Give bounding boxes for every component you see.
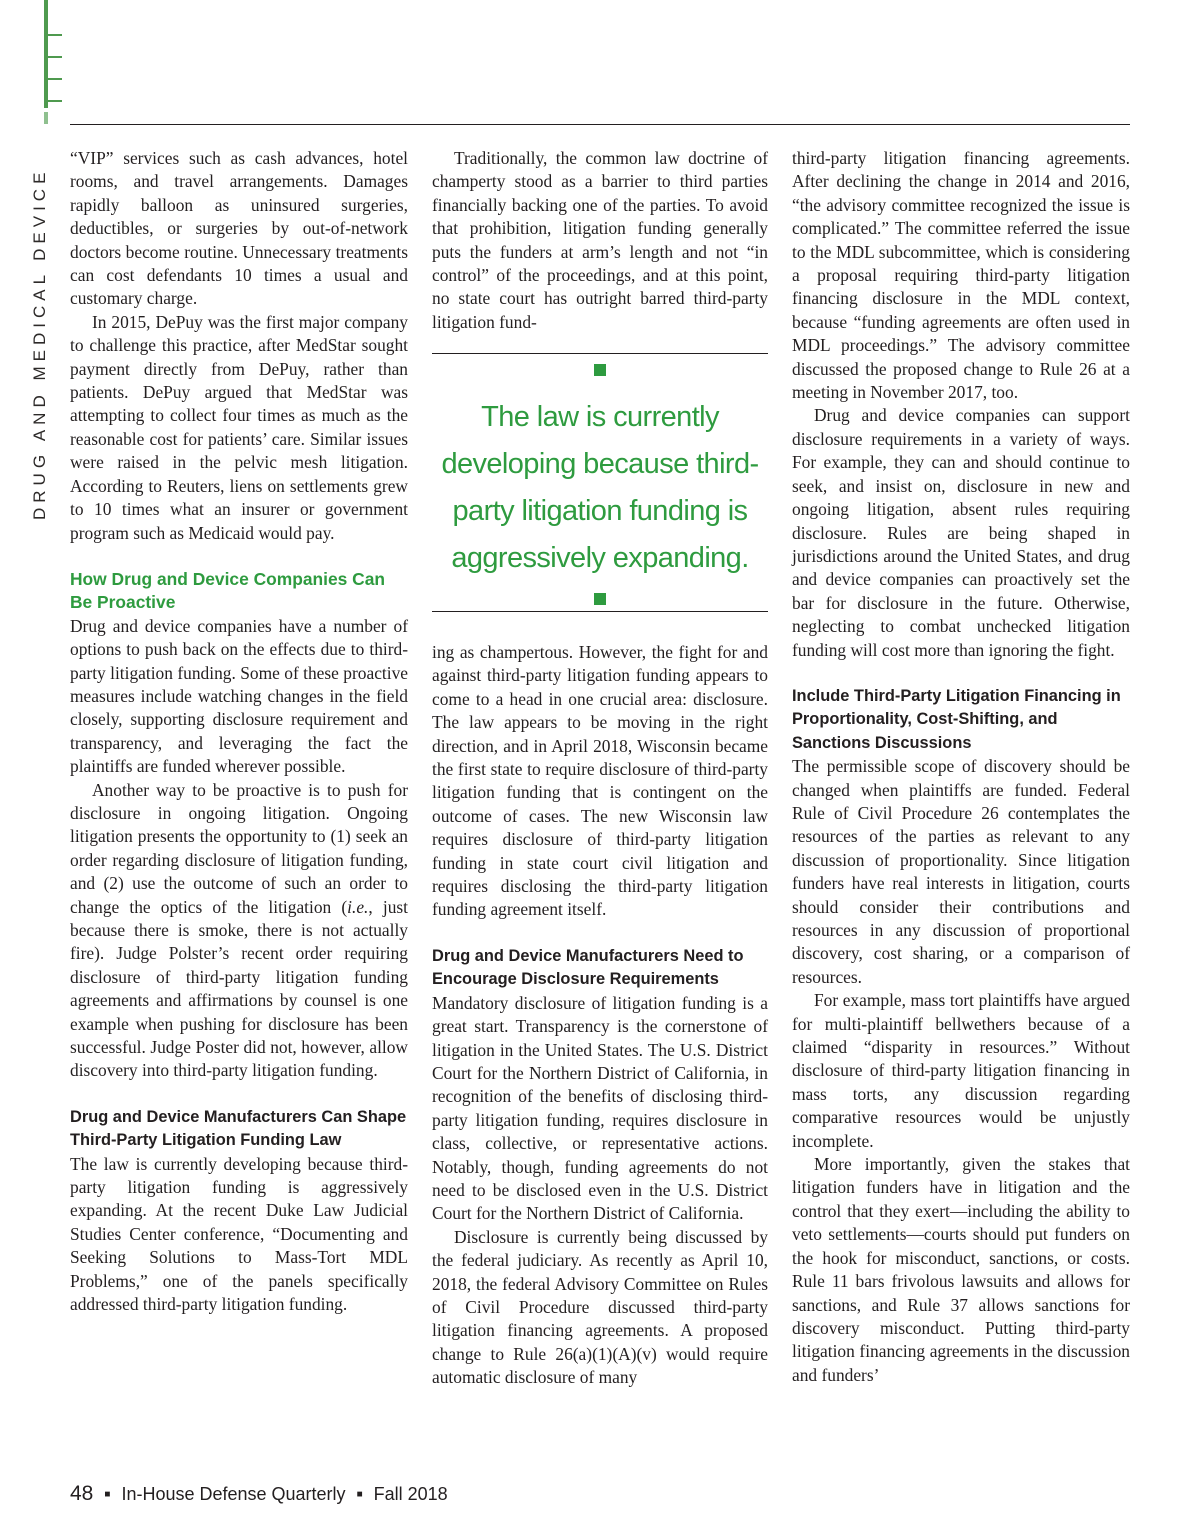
paragraph: For example, mass tort plaintiffs have argued for multi-plaintiff bellwethers because of a claimed “disparity in resources.” Without disclosure of third-party litigation financing in mass torts, any discussion regarding comparative resources would be unjustly incomplete. — [792, 990, 1130, 1151]
pull-quote — [432, 350, 768, 612]
column-1 — [70, 147, 408, 1317]
paragraph: “VIP” services such as cash advances, hotel rooms, and travel arrangements. Damages rapidly balloon as uninsured surgeries, deductibles, or surgeries by out-of-network doctors become routine. Unnecessary treatments can cost defendants 10 times a usual and customary charge. — [70, 148, 408, 309]
pull-quote-rule-bottom — [432, 611, 768, 612]
paragraph: The law is currently developing because third-party litigation funding is aggressively expanding. At the recent Duke Law Judicial Studies Center conference, “Documenting and Seeking Solutions to Mass-Tort MDL Problems,” one of the panels specifically addressed third-party litigation funding. — [70, 1153, 408, 1315]
left-rail-tick — [44, 100, 62, 102]
section-label: DRUG AND MEDICAL DEVICE — [30, 167, 49, 520]
column-3 — [792, 147, 1130, 1387]
paragraph: Mandatory disclosure of litigation funding is a great start. Transparency is the cornerstone of litigation in the United States. The U.S. District Court for the Northern District of California, in recognition of the benefits of disclosing third-party litigation funding, requires disclosure in class, collective, or representative actions. Notably, though, funding agreements do not need to be disclosed even in the U.S. District Court for the Northern District of California. — [432, 992, 768, 1224]
paragraph: Traditionally, the common law doctrine of champerty stood as a barrier to third parties financially backing one of the parties. To avoid that prohibition, litigation funding generally puts the funders at arm’s length and not “in control” of the proceedings, and at this point, no state court has outright barred third-party litigation fund- — [432, 148, 768, 332]
paragraph: In 2015, DePuy was the first major company to challenge this practice, after MedStar sought payment directly from DePuy, rather than patients. DePuy argued that MedStar was attempting to collect four times as much as the reasonable cost for patients’ care. Similar issues were raised in the pelvic mesh litigation. According to Reuters, liens on settlements grew to 10 times what an insurer or government program such as Medicaid would pay. — [70, 311, 408, 543]
square-bullet-icon — [594, 364, 606, 376]
column-2-top — [432, 147, 768, 334]
top-rule — [70, 124, 1130, 125]
issue-date: Fall 2018 — [373, 1484, 448, 1504]
paragraph-text: , just because there is smoke, there is not actually fire). Judge Polster’s recent order requiring disclosure of third-party litigation funding agreements and affirmations by counsel is one example when pushing for disclosure has been successful. Judge Poster did not, however, allow discovery into third-party litigation funding. — [70, 896, 408, 1081]
section-heading: Drug and Device Manufacturers Can Shape Third-Party Litigation Funding Law — [70, 1107, 407, 1150]
pull-quote-text: The law is currently developing because third-party litigation funding is aggressively expanding. — [441, 401, 759, 574]
paragraph: Disclosure is currently being discussed by the federal judiciary. As recently as April 10, 2018, the federal Advisory Committee on Rules of Civil Procedure discussed third-party litigation financing agreements. A proposed change to Rule 26(a)(1)(A)(v) would require automatic disclosure of many — [432, 1226, 768, 1388]
publication-name: In-House Defense Quarterly — [121, 1484, 346, 1504]
page-footer — [70, 1482, 448, 1506]
left-rail-tick — [44, 56, 62, 58]
left-rail-tick — [44, 34, 62, 36]
paragraph: Drug and device companies can support disclosure requirements in a variety of ways. For example, they can and should continue to seek, and insist on, disclosure in new and ongoing litigation, absent rules requiring disclosure. Rules are being shaped in jurisdictions around the United States, and drug and device companies can proactively set the bar for disclosure in the future. Otherwise, neglecting to combat unchecked litigation funding will cost more than ignoring the fight. — [792, 405, 1130, 660]
bullet-icon: ■ — [104, 1489, 111, 1500]
section-heading: Include Third-Party Litigation Financing in Proportionality, Cost-Shifting, and Sanctions Discussions — [792, 686, 1121, 752]
square-bullet-icon — [594, 593, 606, 605]
paragraph: More importantly, given the stakes that litigation funders have in litigation and the control that they exert—including the ability to veto settlements—courts should put funders on the hook for misconduct, sanctions, or costs. Rule 11 bars frivolous lawsuits and allows for sanctions, and Rule 37 allows sanctions for discovery misconduct. Putting third-party litigation financing agreements in the discussion and funders’ — [792, 1154, 1130, 1385]
left-rail-line — [44, 0, 48, 108]
paragraph: third-party litigation financing agreements. After declining the change in 2014 and 2016, “the advisory committee recognized the issue is complicated.” The committee referred the issue to the MDL subcommittee, which is considering a proposal requiring third-party litigation financing disclosure in the MDL context, because “funding agreements are often used in MDL proceedings.” The advisory committee discussed the proposed change to Rule 26 at a meeting in November 2017, too. — [792, 148, 1130, 403]
section-heading: Drug and Device Manufacturers Need to Encourage Disclosure Requirements — [432, 946, 744, 989]
left-rail-tick — [44, 78, 62, 80]
paragraph-text: Another way to be proactive is to push for disclosure in ongoing litigation. Ongoing litigation presents the opportunity to (1) seek an order regarding disclosure of litigation funding, and (2) use the outcome of such an order to change the optics of the litigation ( — [70, 779, 408, 917]
section-heading: How Drug and Device Companies Can Be Proactive — [70, 568, 386, 613]
pull-quote-rule-top — [432, 353, 768, 354]
bullet-icon: ■ — [356, 1489, 363, 1500]
paragraph — [70, 779, 408, 1083]
page-number: 48 — [70, 1482, 94, 1505]
paragraph: ing as champertous. However, the fight for and against third-party litigation funding appears to come to a head in one crucial area: disclosure. The law appears to be moving in the right direction, and in April 2018, Wisconsin became the first state to require disclosure of third-party litigation funding that is contingent on the outcome of cases. The new Wisconsin law requires disclosure of third-party litigation funding in state court civil litigation and requires disclosing the third-party litigation funding agreement itself. — [432, 642, 768, 920]
left-rail-dash — [44, 112, 48, 124]
italic-abbrev: i.e. — [347, 896, 369, 917]
paragraph: Drug and device companies have a number of options to push back on the effects due to third-party litigation funding. Some of these proactive measures include watching changes in the field closely, supporting disclosure requirement and transparency, and leveraging the fact the plaintiffs are funded wherever possible. — [70, 615, 408, 777]
column-2-bottom — [432, 641, 768, 1390]
paragraph: The permissible scope of discovery should be changed when plaintiffs are funded. Federal Rule of Civil Procedure 26 contemplates the resources of the parties as relevant to any discussion of proportionality. Since litigation funders have real interests in litigation, courts should consider their contributions and resources in any discussion of proportional discovery, cost sharing, or a comparison of resources. — [792, 756, 1130, 987]
